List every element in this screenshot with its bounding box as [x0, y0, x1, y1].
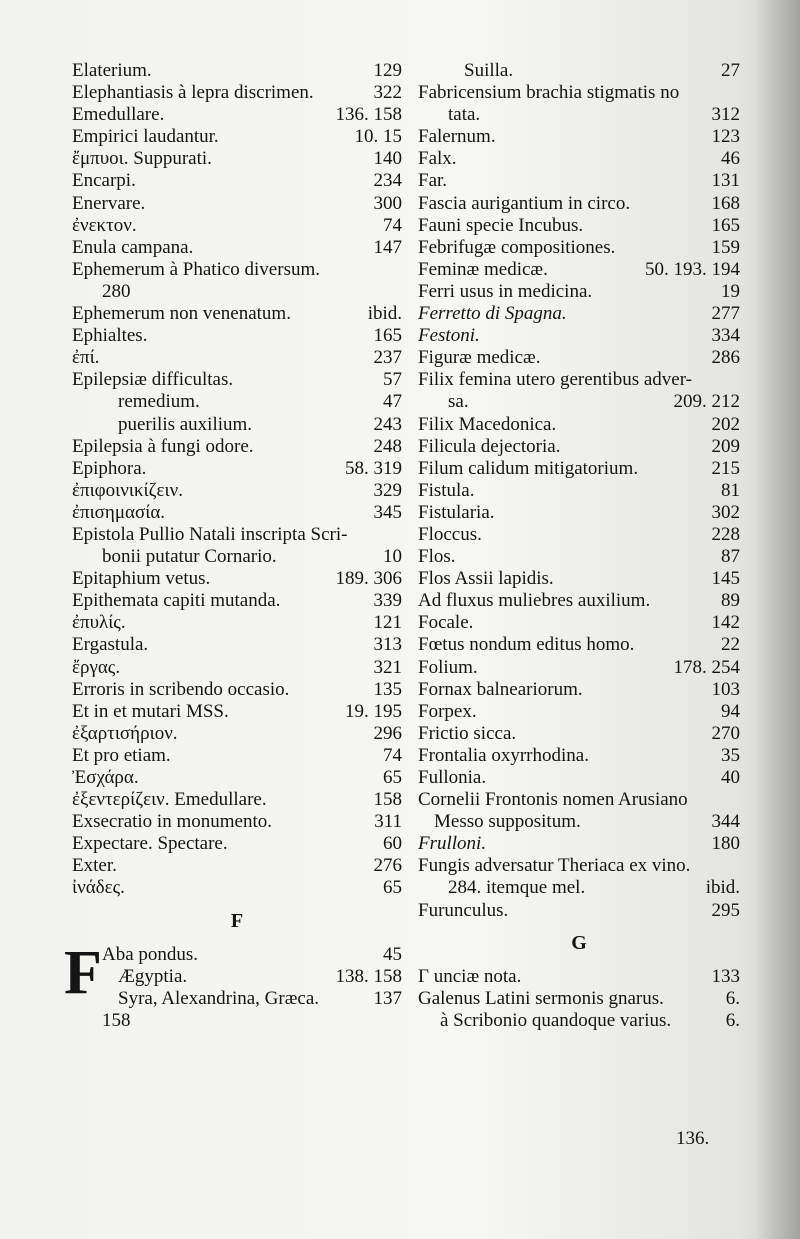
index-term: Ἐσχάρα.	[72, 767, 139, 788]
index-entry	[72, 281, 402, 303]
index-entry	[72, 612, 402, 634]
index-term: bonii putatur Cornario.	[102, 546, 277, 568]
page-reference: 60	[383, 833, 402, 855]
index-term: Epithemata capiti mutanda.	[72, 590, 281, 612]
index-entry	[72, 414, 402, 436]
index-term: Expectare. Spectare.	[72, 833, 228, 855]
index-entry	[72, 590, 402, 612]
index-entry	[72, 767, 402, 789]
index-entry	[72, 436, 402, 458]
index-entry	[418, 612, 740, 634]
index-entry	[72, 193, 402, 215]
index-term: Ferri usus in medicina.	[418, 280, 593, 302]
index-entry	[72, 391, 402, 413]
index-term: Filum calidum mitigatorium.	[418, 457, 639, 479]
index-term: Ad fluxus muliebres auxilium.	[418, 590, 651, 612]
page-reference: 300	[373, 192, 402, 214]
index-entry	[72, 657, 402, 679]
index-entry	[72, 347, 402, 369]
index-term: Epilepsia à fungi odore.	[72, 435, 254, 457]
left-column	[64, 60, 402, 1032]
index-entry	[418, 988, 740, 1010]
index-entry	[418, 877, 740, 899]
index-term: 280	[102, 280, 131, 302]
page-reference: 47	[383, 391, 402, 413]
index-term: ἰνάδες.	[72, 877, 125, 899]
index-term: 284. itemque mel.	[448, 877, 586, 899]
page-reference: 147	[373, 236, 402, 258]
index-entry	[72, 966, 402, 988]
page-reference: 87	[721, 546, 740, 568]
index-entry	[418, 900, 740, 922]
index-term: Flos.	[418, 546, 456, 568]
index-entry	[72, 877, 402, 899]
index-entry	[418, 82, 740, 104]
index-term: remedium.	[118, 391, 200, 413]
page-reference: 27	[721, 60, 740, 81]
page-reference: 312	[711, 104, 740, 126]
page-reference: 234	[373, 170, 402, 192]
index-term: Exsecratio in monumento.	[72, 811, 272, 833]
page-reference: 321	[373, 656, 402, 678]
index-entry	[72, 723, 402, 745]
page-reference: 103	[711, 678, 740, 700]
index-entry	[72, 745, 402, 767]
index-term: Syra, Alexandrina, Græca.	[118, 987, 320, 1009]
index-term: Floccus.	[418, 523, 482, 545]
index-term: Epistola Pullio Natali inscripta Scri-	[72, 523, 348, 545]
index-term: ἐξαρτισήριον.	[72, 722, 178, 744]
index-entry	[418, 148, 740, 170]
page-reference: 138. 158	[335, 965, 402, 987]
index-term: Elaterium.	[72, 60, 152, 81]
index-term: Aba pondus.	[102, 943, 199, 965]
page-reference: 209	[711, 435, 740, 457]
index-term: ἐνεκτον.	[72, 214, 137, 236]
index-term: ἐξεντερίζειν. Emedullare.	[72, 789, 267, 811]
page-reference: 140	[373, 148, 402, 170]
index-entry	[72, 833, 402, 855]
index-term: Messo suppositum.	[434, 811, 581, 833]
index-term: Emedullare.	[72, 104, 165, 126]
index-entry	[72, 126, 402, 148]
index-entry	[418, 679, 740, 701]
index-term: Epitaphium vetus.	[72, 568, 211, 590]
page-reference: 35	[721, 744, 740, 766]
index-entry	[418, 546, 740, 568]
index-entry	[418, 745, 740, 767]
index-term: Γ unciæ nota.	[418, 965, 522, 987]
index-term: Ephemerum non venenatum.	[72, 303, 291, 325]
page-reference: 19. 195	[345, 700, 402, 722]
index-entry	[72, 855, 402, 877]
page-reference: 277	[711, 303, 740, 325]
page-reference: ibid.	[367, 303, 402, 325]
index-entry	[418, 789, 740, 811]
index-term: Encarpi.	[72, 170, 136, 192]
index-entry	[72, 170, 402, 192]
page-reference: 6.	[725, 987, 740, 1009]
index-entry	[418, 701, 740, 723]
index-entry	[418, 414, 740, 436]
page-reference: 313	[373, 634, 402, 656]
index-term: Epiphora.	[72, 457, 147, 479]
index-entry	[418, 767, 740, 789]
page-reference: 74	[383, 214, 402, 236]
index-term: Ephialtes.	[72, 325, 148, 347]
index-term: Furunculus.	[418, 899, 509, 921]
index-entry	[72, 568, 402, 590]
page-reference: 45	[383, 943, 402, 965]
index-term: Filix femina utero gerentibus adver-	[418, 369, 692, 391]
page-reference: 322	[373, 82, 402, 104]
index-term: Ferretto di Spagna.	[418, 303, 567, 325]
drop-capital: F	[64, 938, 102, 1007]
index-term: ἐπιφοινικίζειν.	[72, 479, 183, 501]
index-term: Forpex.	[418, 700, 477, 722]
index-entry	[418, 524, 740, 546]
index-entry	[72, 502, 402, 524]
index-term: Fistula.	[418, 479, 475, 501]
book-gutter-shadow	[754, 0, 800, 1239]
index-entry	[418, 259, 740, 281]
page-reference: 89	[721, 590, 740, 612]
index-term: Febrifugæ compositiones.	[418, 236, 616, 258]
letter-heading: F	[230, 910, 244, 933]
page-number: 136.	[676, 1128, 710, 1149]
page-reference: 136. 158	[335, 104, 402, 126]
page-reference: 22	[721, 634, 740, 656]
page-reference: 158	[373, 789, 402, 811]
index-term: Ephemerum à Phatico diversum.	[72, 258, 320, 280]
page-reference: 142	[711, 612, 740, 634]
index-entry	[418, 303, 740, 325]
page-reference: 344	[711, 811, 740, 833]
index-entry	[418, 193, 740, 215]
index-term: Flos Assii lapidis.	[418, 568, 554, 590]
page-reference: 10. 15	[354, 126, 402, 148]
index-term: ἔμπυοι. Suppurati.	[72, 148, 212, 170]
index-term: Figuræ medicæ.	[418, 347, 541, 369]
index-term: Feminæ medicæ.	[418, 258, 548, 280]
index-entry	[72, 215, 402, 237]
page-reference: 65	[383, 877, 402, 899]
index-term: puerilis auxilium.	[118, 413, 253, 435]
index-entry	[72, 82, 402, 104]
index-entry	[418, 436, 740, 458]
page-reference: 165	[373, 325, 402, 347]
page-reference: 10	[383, 546, 402, 568]
index-term: Enervare.	[72, 192, 146, 214]
page-reference: 243	[373, 413, 402, 435]
page-reference: 189. 306	[335, 568, 402, 590]
index-entry	[72, 369, 402, 391]
index-term: ἐπί.	[72, 347, 100, 369]
index-term: Filix Macedonica.	[418, 413, 557, 435]
index-term: Fungis adversatur Theriaca ex vino.	[418, 855, 691, 877]
page-reference: 209. 212	[673, 391, 740, 413]
page-reference: 81	[721, 479, 740, 501]
index-entry	[72, 1010, 402, 1032]
page-reference: 339	[373, 590, 402, 612]
page-reference: 74	[383, 744, 402, 766]
page-reference: 58. 319	[345, 457, 402, 479]
index-entry	[72, 104, 402, 126]
page-reference: 57	[383, 369, 402, 391]
index-term: Fornax balneariorum.	[418, 678, 583, 700]
index-term: Fullonia.	[418, 767, 487, 788]
index-term: Frictio sicca.	[418, 722, 517, 744]
index-entry	[418, 215, 740, 237]
index-entry	[418, 1010, 740, 1032]
index-term: à Scribonio quandoque varius.	[440, 1009, 672, 1031]
index-entry	[418, 723, 740, 745]
index-term: Fauni specie Incubus.	[418, 214, 584, 236]
index-entry	[72, 789, 402, 811]
index-entry	[72, 458, 402, 480]
page-reference: 178. 254	[673, 656, 740, 678]
index-entry	[418, 104, 740, 126]
index-entry	[418, 811, 740, 833]
page-reference: 135	[373, 678, 402, 700]
page-reference: 123	[711, 126, 740, 148]
index-term: Suilla.	[464, 60, 514, 81]
index-entry	[418, 391, 740, 413]
index-term: Et in et mutari MSS.	[72, 700, 229, 722]
index-entry	[418, 126, 740, 148]
index-term: Filicula dejectoria.	[418, 435, 561, 457]
index-entry	[72, 988, 402, 1010]
index-entry	[72, 148, 402, 170]
index-entry	[418, 833, 740, 855]
index-entry	[72, 811, 402, 833]
index-term: Folium.	[418, 656, 478, 678]
index-term: Epilepsiæ difficultas.	[72, 369, 234, 391]
page-reference: 65	[383, 767, 402, 788]
page-reference: 248	[373, 435, 402, 457]
page-reference: 19	[721, 280, 740, 302]
page-reference: 94	[721, 700, 740, 722]
index-term: sa.	[448, 391, 469, 413]
page-reference: 129	[373, 60, 402, 81]
index-term: Falx.	[418, 148, 457, 170]
index-term: Elephantiasis à lepra discrimen.	[72, 82, 314, 104]
page-reference: 50. 193. 194	[645, 258, 740, 280]
index-term: 158	[102, 1009, 131, 1031]
index-entry	[72, 546, 402, 568]
page-reference: 159	[711, 236, 740, 258]
index-entry	[418, 281, 740, 303]
page-reference: 202	[711, 413, 740, 435]
index-entry	[72, 325, 402, 347]
page-reference: 329	[373, 479, 402, 501]
index-term: Frontalia oxyrrhodina.	[418, 744, 589, 766]
index-entry	[418, 458, 740, 480]
page-reference: 228	[711, 523, 740, 545]
index-term: Ægyptia.	[118, 965, 188, 987]
index-term: Erroris in scribendo occasio.	[72, 678, 290, 700]
index-term: Fascia aurigantium in circo.	[418, 192, 631, 214]
page-reference: 40	[721, 767, 740, 788]
page-reference: 270	[711, 722, 740, 744]
index-term: ἐπυλίς.	[72, 612, 126, 634]
page-reference: 165	[711, 214, 740, 236]
index-term: Galenus Latini sermonis gnarus.	[418, 987, 664, 1009]
index-term: Et pro etiam.	[72, 744, 171, 766]
page-reference: ibid.	[705, 877, 740, 899]
page-reference: 286	[711, 347, 740, 369]
index-entry	[418, 237, 740, 259]
index-entry	[418, 325, 740, 347]
index-entry	[72, 480, 402, 502]
page-reference: 131	[711, 170, 740, 192]
index-entry	[418, 966, 740, 988]
page-reference: 302	[711, 501, 740, 523]
index-term: Focale.	[418, 612, 474, 634]
index-term: tata.	[448, 104, 481, 126]
page-reference: 295	[711, 899, 740, 921]
page-reference: 345	[373, 501, 402, 523]
index-term: Fœtus nondum editus homo.	[418, 634, 635, 656]
page-reference: 121	[373, 612, 402, 634]
index-entry	[72, 679, 402, 701]
index-entry	[418, 60, 740, 82]
index-term: Frulloni.	[418, 833, 487, 855]
page-reference: 215	[711, 457, 740, 479]
index-entry	[418, 634, 740, 656]
index-entry	[72, 237, 402, 259]
index-term: Fabricensium brachia stigmatis no	[418, 82, 680, 104]
letter-heading: G	[571, 932, 587, 955]
index-entry	[72, 634, 402, 656]
index-entry	[418, 590, 740, 612]
index-term: Falernum.	[418, 126, 496, 148]
index-entry	[72, 259, 402, 281]
index-term: Enula campana.	[72, 236, 194, 258]
index-entry	[418, 369, 740, 391]
index-entry	[72, 60, 402, 82]
page-reference: 133	[711, 965, 740, 987]
index-entry	[418, 657, 740, 679]
index-entry	[72, 524, 402, 546]
index-entry	[72, 701, 402, 723]
page-reference: 334	[711, 325, 740, 347]
page-reference: 137	[373, 987, 402, 1009]
index-term: Empirici laudantur.	[72, 126, 219, 148]
index-term: Ergastula.	[72, 634, 149, 656]
page-reference: 145	[711, 568, 740, 590]
index-entry	[418, 855, 740, 877]
index-entry	[418, 347, 740, 369]
index-entry	[418, 568, 740, 590]
index-entry	[418, 480, 740, 502]
index-entry	[418, 502, 740, 524]
index-entry	[418, 170, 740, 192]
index-term: Cornelii Frontonis nomen Arusiano	[418, 789, 688, 811]
index-term: Festoni.	[418, 325, 480, 347]
page-reference: 46	[721, 148, 740, 170]
index-term: Fistularia.	[418, 501, 495, 523]
index-term: ἐπισημασία.	[72, 501, 166, 523]
page-reference: 276	[373, 855, 402, 877]
page-reference: 6.	[725, 1009, 740, 1031]
page-reference: 296	[373, 722, 402, 744]
page-reference: 168	[711, 192, 740, 214]
index-term: ἔργας.	[72, 656, 121, 678]
index-term: Exter.	[72, 855, 117, 877]
page-reference: 237	[373, 347, 402, 369]
right-column	[418, 60, 740, 1032]
index-entry	[72, 303, 402, 325]
page-reference: 311	[374, 811, 402, 833]
index-term: Far.	[418, 170, 448, 192]
page-reference: 180	[711, 833, 740, 855]
